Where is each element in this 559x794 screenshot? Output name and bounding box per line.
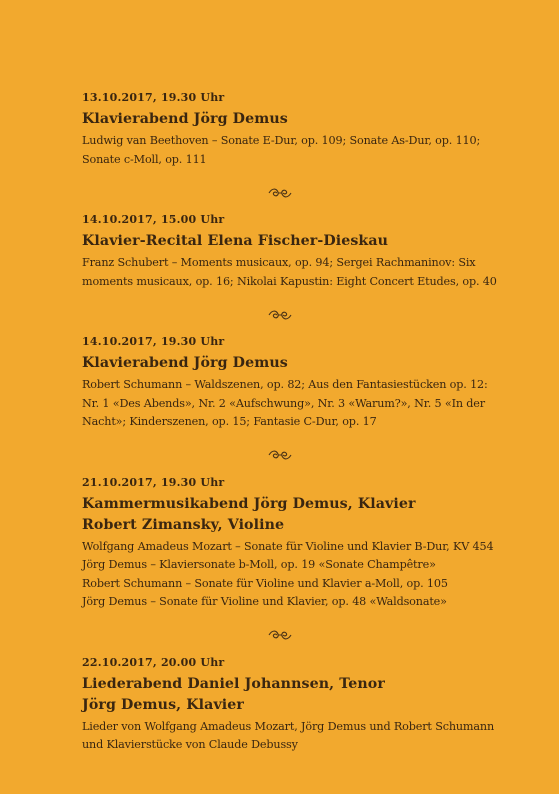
program-line: Nr. 1 «Des Abends», Nr. 2 «Aufschwung», Nr. 3 «Warum?», Nr. 5 «In der xyxy=(82,396,485,410)
fleuron-divider xyxy=(82,307,478,321)
event-date: 14.10.2017, 15.00 Uhr xyxy=(82,213,225,226)
event-program xyxy=(82,132,522,169)
fleuron-ornament-icon xyxy=(267,187,293,199)
fleuron-divider xyxy=(82,628,478,642)
event-program xyxy=(82,718,522,755)
event-program xyxy=(82,254,522,291)
event-4 xyxy=(82,476,522,612)
event-1 xyxy=(82,91,522,169)
program-line: Lieder von Wolfgang Amadeus Mozart, Jörg Demus und Robert Schumann xyxy=(82,719,495,733)
program-line: Franz Schubert – Moments musicaux, op. 94; Sergei Rachmaninov: Six xyxy=(82,256,476,269)
event-date: 13.10.2017, 19.30 Uhr xyxy=(82,91,225,104)
event-2 xyxy=(82,213,522,291)
program-line: Robert Schumann – Sonate für Violine und Klavier a-Moll, op. 105 xyxy=(82,576,448,590)
program-line: Ludwig van Beethoven – Sonate E-Dur, op. 109; Sonate As-Dur, op. 110; xyxy=(82,134,481,147)
fleuron-divider xyxy=(82,448,478,462)
event-title: Klavierabend Jörg Demus xyxy=(82,111,288,127)
event-date: 22.10.2017, 20.00 Uhr xyxy=(82,655,225,669)
event-title: Jörg Demus, Klavier xyxy=(82,696,244,713)
event-title: Klavier-Recital Elena Fischer-Dieskau xyxy=(82,233,389,249)
program-line: Jörg Demus – Klaviersonate b-Moll, op. 19 «Sonate Champêtre» xyxy=(82,558,436,571)
event-date: 14.10.2017, 19.30 Uhr xyxy=(82,335,225,348)
program-line: Sonate c-Moll, op. 111 xyxy=(82,152,207,166)
concert-program-page xyxy=(82,91,522,755)
program-line: und Klavierstücke von Claude Debussy xyxy=(82,738,298,751)
event-program xyxy=(82,376,522,432)
event-title: Liederabend Daniel Johannsen, Tenor xyxy=(82,675,385,692)
program-line: moments musicaux, op. 16; Nikolai Kapustin: Eight Concert Etudes, op. 40 xyxy=(82,274,497,288)
program-line: Jörg Demus – Sonate für Violine und Klavier, op. 48 «Waldsonate» xyxy=(82,595,447,608)
event-date: 21.10.2017, 19.30 Uhr xyxy=(82,475,225,489)
program-line: Robert Schumann – Waldszenen, op. 82; Aus den Fantasiestücken op. 12: xyxy=(82,378,488,391)
event-3 xyxy=(82,335,522,432)
event-title: Klavierabend Jörg Demus xyxy=(82,355,288,371)
event-title: Kammermusikabend Jörg Demus, Klavier xyxy=(82,495,416,512)
program-line: Wolfgang Amadeus Mozart – Sonate für Violine und Klavier B-Dur, KV 454 xyxy=(82,539,494,553)
event-title: Robert Zimansky, Violine xyxy=(82,516,285,533)
fleuron-divider xyxy=(82,185,478,199)
program-line: Nacht»; Kinderszenen, op. 15; Fantasie C-Dur, op. 17 xyxy=(82,415,377,428)
fleuron-ornament-icon xyxy=(267,449,293,461)
event-5 xyxy=(82,656,522,755)
fleuron-ornament-icon xyxy=(267,629,293,641)
fleuron-ornament-icon xyxy=(267,309,293,321)
event-program xyxy=(82,538,522,612)
